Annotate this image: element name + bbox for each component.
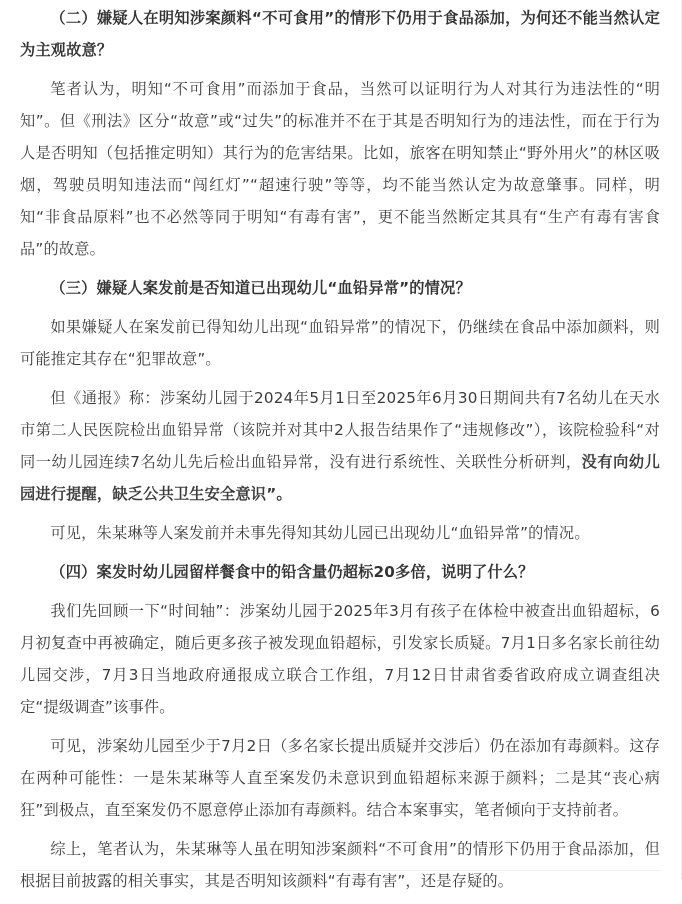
bottom-divider [16, 870, 661, 871]
paragraph-3-1: 如果嫌疑人在案发前已得知幼儿出现“血铅异常”的情况下，仍继续在食品中添加颜料，则可能推定其存在“犯罪故意”。 [20, 318, 660, 368]
paragraph-3-2-bold-text: 没有向幼儿园进行提醒，缺乏公共卫生安全意识”。 [20, 453, 660, 503]
paragraph-3-2 [20, 382, 660, 510]
section-heading-2: （二）嫌疑人在明知涉案颜料“不可食用”的情形下仍用于食品添加，为何还不能当然认定为主观故意？ [20, 9, 660, 59]
section-heading-3: （三）嫌疑人案发前是否知道已出现幼儿“血铅异常”的情况？ [50, 279, 471, 297]
paragraph-3-2-text: 但《通报》称：涉案幼儿园于2024年5月1日至2025年6月30日期间共有7名幼儿在天水市第二人民医院检出血铅异常（该院并对其中2人报告结果作了“违规修改”），该院检验科“对同一幼儿园连续7名幼儿先后检出血铅异常，没有进行系统性、关联性分析研判， [20, 389, 660, 471]
section-heading-4: （四）案发时幼儿园留样餐食中的铅含量仍超标20多倍，说明了什么？ [50, 563, 534, 581]
paragraph-3-3: 可见，朱某琳等人案发前并未事先得知其幼儿园已出现幼儿“血铅异常”的情况。 [50, 524, 590, 542]
article-body [20, 2, 660, 904]
paragraph-4-3: 综上，笔者认为，朱某琳等人虽在明知涉案颜料“不可食用”的情形下仍用于食品添加，但根据目前披露的相关事实，其是否明知该颜料“有毒有害”，还是存疑的。 [20, 840, 660, 890]
paragraph-4-2: 可见，涉案幼儿园至少于7月2日（多名家长提出质疑并交涉后）仍在添加有毒颜料。这存在两种可能性：一是朱某琳等人直至案发仍未意识到血铅超标来源于颜料；二是其“丧心病狂”到极点，直至案发仍不愿意停止添加有毒颜料。结合本案事实，笔者倾向于支持前者。 [20, 737, 660, 819]
paragraph-2-1: 笔者认为，明知“不可食用”而添加于食品，当然可以证明行为人对其行为违法性的“明知”。但《刑法》区分“故意”或“过失”的标准并不在于其是否明知行为的违法性，而在于行为人是否明知（包括推定明知）其行为的危害结果。比如，旅客在明知禁止“野外用火”的林区吸烟，驾驶员明知违法而“闯红灯”“超速行驶”等等，均不能当然认定为故意肇事。同样，明知“非食品原料”也不必然等同于明知“有毒有害”，更不能当然断定其具有“生产有毒有害食品”的故意。 [20, 80, 660, 258]
paragraph-4-1: 我们先回顾一下“时间轴”：涉案幼儿园于2025年3月有孩子在体检中被查出血铅超标，6月初复查中再被确定，随后更多孩子被发现血铅超标，引发家长质疑。7月1日多名家长前往幼儿园交涉，7月3日当地政府通报成立联合工作组，7月12日甘肃省委省政府成立调查组决定“提级调查”该事件。 [20, 602, 660, 716]
